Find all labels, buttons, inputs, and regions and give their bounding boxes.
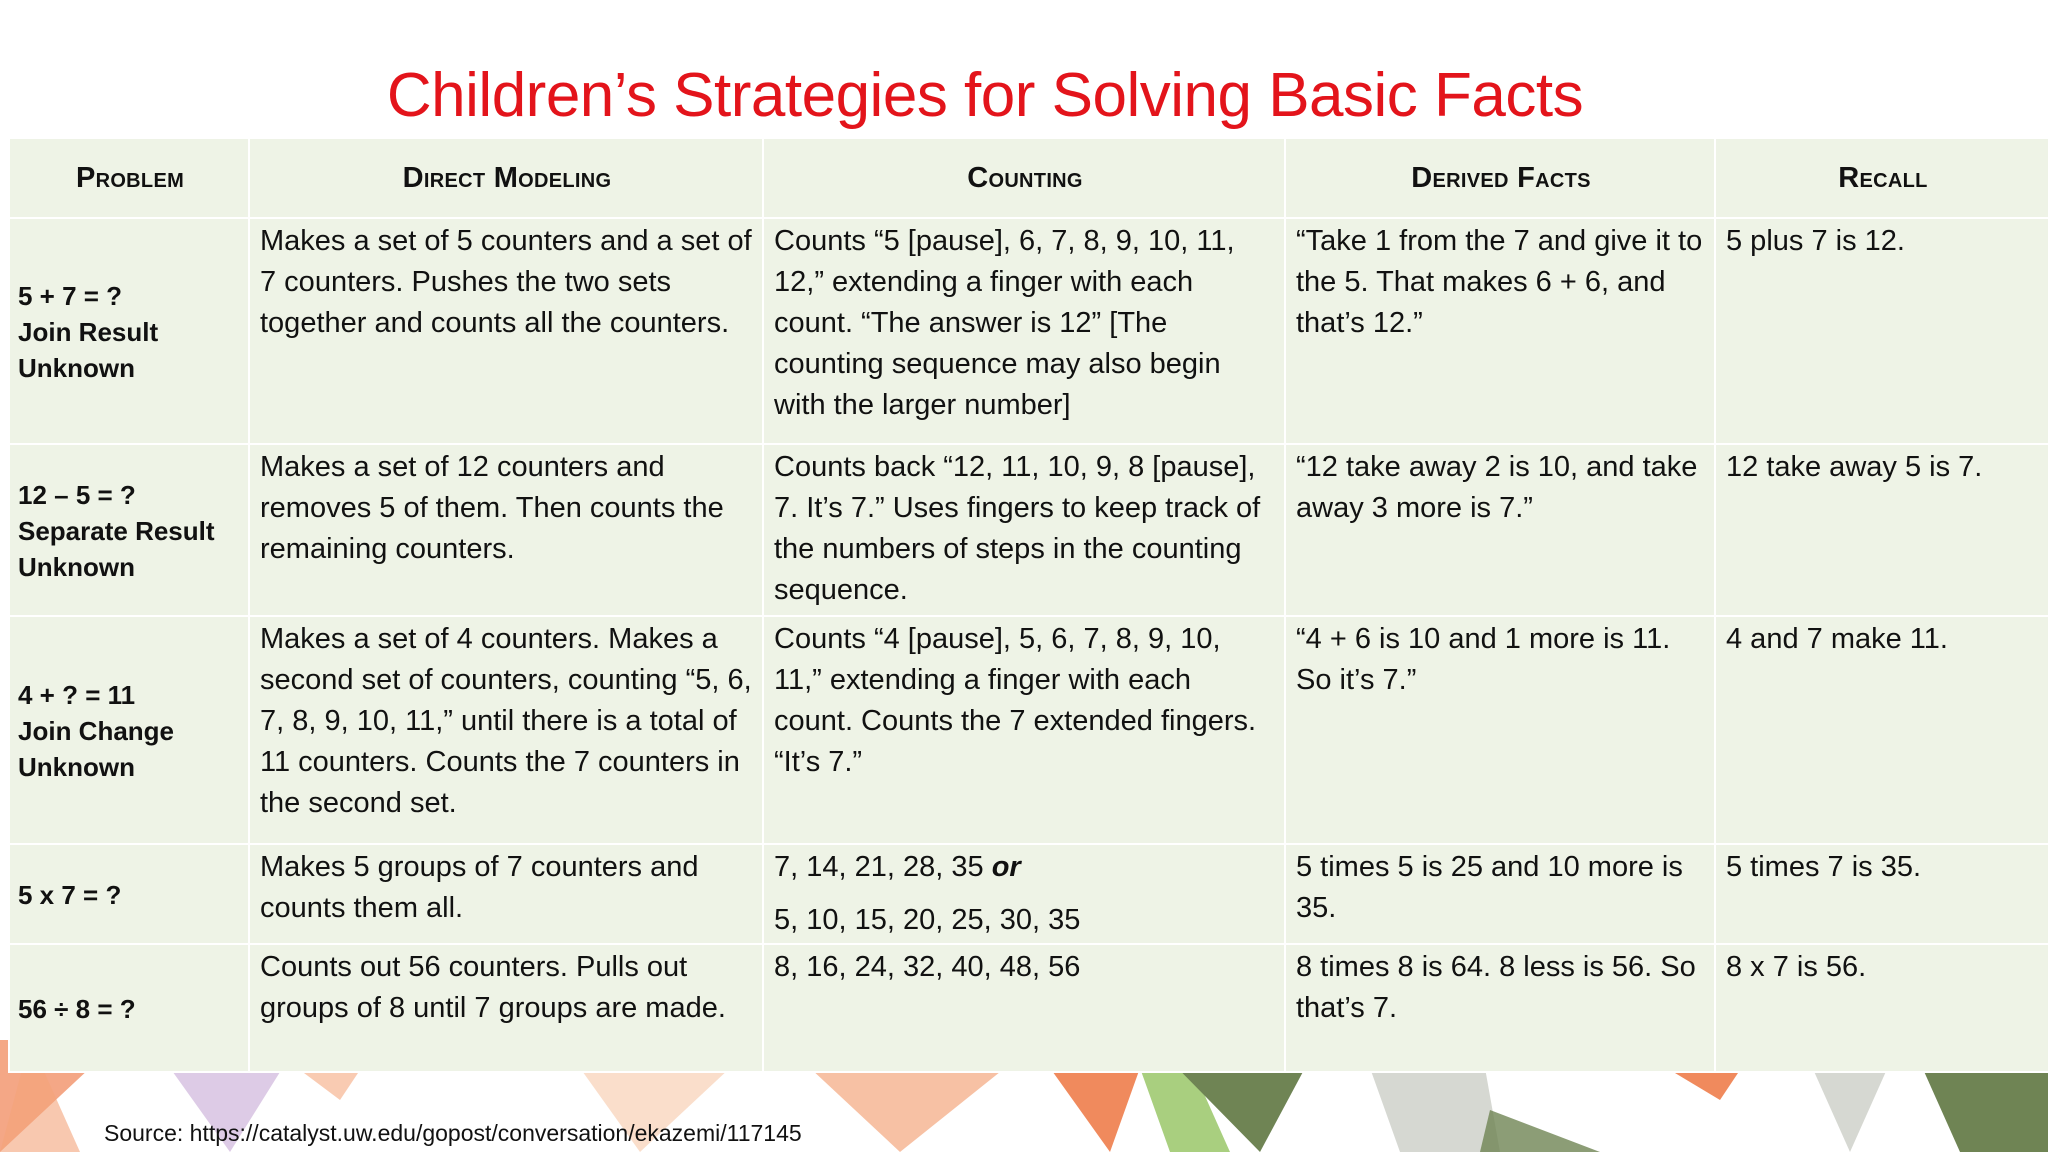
counting-or-text: or [991,851,1021,883]
counting-sequence-fives: 5, 10, 15, 20, 25, 30, 35 [774,904,1081,936]
recall-cell: 4 and 7 make 11. [1715,616,2048,844]
derived-facts-cell: “12 take away 2 is 10, and take away 3 more is 7.” [1285,444,1715,616]
table-row [9,218,2048,444]
header-derived-facts: Derived Facts [1285,138,1715,218]
direct-modeling-cell: Makes a set of 4 counters. Makes a second set of counters, counting “5, 6, 7, 8, 9, 10, 11,” until there is a total of 11 counters. Counts the 7 counters in the second set. [249,616,763,844]
problem-cell [9,218,249,444]
derived-facts-cell: “4 + 6 is 10 and 1 more is 11. So it’s 7.” [1285,616,1715,844]
table-row [9,844,2048,944]
recall-cell: 5 times 7 is 35. [1715,844,2048,944]
direct-modeling-cell: Makes a set of 12 counters and removes 5 of them. Then counts the remaining counters. [249,444,763,616]
derived-facts-cell: “Take 1 from the 7 and give it to the 5. That makes 6 + 6, and that’s 12.” [1285,218,1715,444]
header-problem: Problem [9,138,249,218]
direct-modeling-cell: Counts out 56 counters. Pulls out groups of 8 until 7 groups are made. [249,944,763,1072]
source-citation: Source: https://catalyst.uw.edu/gopost/conversation/ekazemi/117145 [104,1120,802,1146]
problem-equation: 56 ÷ 8 = ? [18,994,136,1024]
problem-cell [9,616,249,844]
header-direct-modeling: Direct Modeling [249,138,763,218]
recall-cell: 12 take away 5 is 7. [1715,444,2048,616]
counting-cell: 8, 16, 24, 32, 40, 48, 56 [763,944,1285,1072]
derived-facts-cell: 8 times 8 is 64. 8 less is 56. So that’s 7. [1285,944,1715,1072]
problem-equation: 4 + ? = 11 [18,680,136,710]
counting-sevens-text: 7, 14, 21, 28, 35 [774,851,984,883]
counting-sequence-sevens [774,847,1276,888]
header-recall: Recall [1715,138,2048,218]
header-counting: Counting [763,138,1285,218]
problem-type: Separate Result [18,516,215,546]
table-row [9,616,2048,844]
problem-cell [9,944,249,1072]
problem-equation: 12 – 5 = ? [18,480,136,510]
table-row [9,444,2048,616]
problem-equation: 5 x 7 = ? [18,880,122,910]
problem-type: Join Change [18,716,175,746]
slide-title: Children’s Strategies for Solving Basic Facts [386,61,1584,130]
counting-cell [763,844,1285,944]
table-row [9,944,2048,1072]
counting-cell: Counts “4 [pause], 5, 6, 7, 8, 9, 10, 11,” extending a finger with each count. Counts the 7 extended fingers. “It’s 7.” [763,616,1285,844]
problem-type-unknown: Unknown [18,552,135,582]
counting-cell: Counts back “12, 11, 10, 9, 8 [pause], 7. It’s 7.” Uses fingers to keep track of the numbers of steps in the counting sequence. [763,444,1285,616]
recall-cell: 5 plus 7 is 12. [1715,218,2048,444]
problem-cell [9,844,249,944]
table-header-row [9,138,2048,218]
counting-cell: Counts “5 [pause], 6, 7, 8, 9, 10, 11, 12,” extending a finger with each count. “The answer is 12” [The counting sequence may also begin with the larger number] [763,218,1285,444]
problem-type: Join Result [18,317,159,347]
direct-modeling-cell: Makes 5 groups of 7 counters and counts them all. [249,844,763,944]
derived-facts-cell: 5 times 5 is 25 and 10 more is 35. [1285,844,1715,944]
problem-equation: 5 + 7 = ? [18,281,123,311]
problem-type-unknown: Unknown [18,353,135,383]
direct-modeling-cell: Makes a set of 5 counters and a set of 7 counters. Pushes the two sets together and counts all the counters. [249,218,763,444]
problem-type-unknown: Unknown [18,752,135,782]
recall-cell: 8 x 7 is 56. [1715,944,2048,1072]
problem-cell [9,444,249,616]
strategies-table [8,137,2048,1073]
